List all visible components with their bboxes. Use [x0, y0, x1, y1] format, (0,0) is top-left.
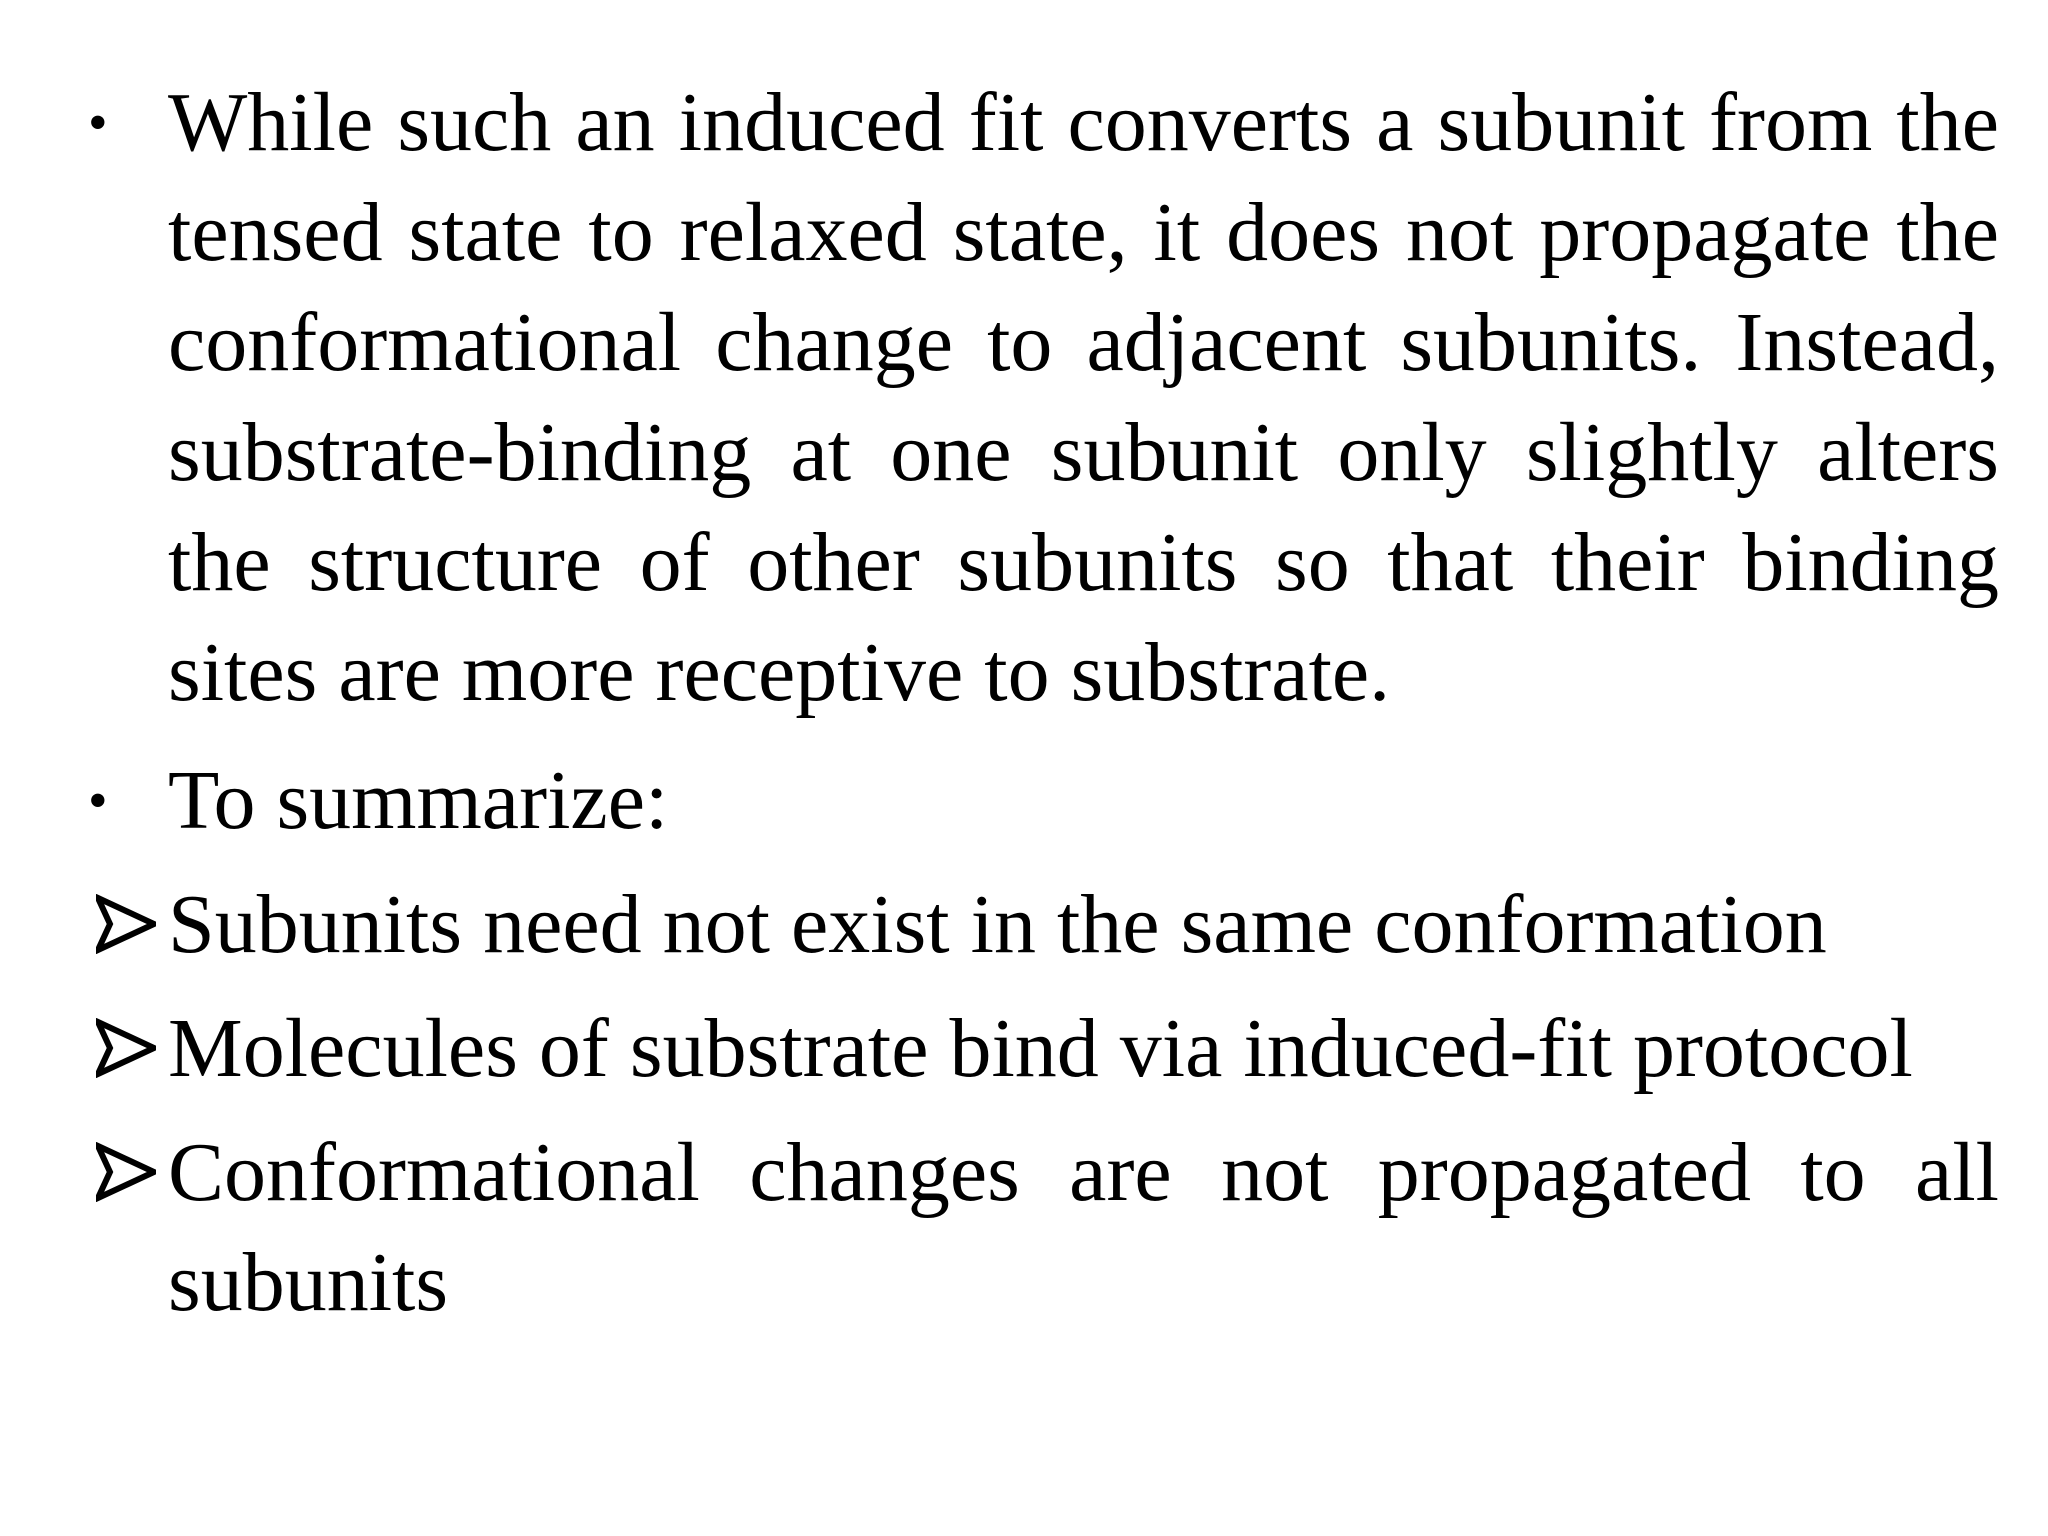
round-bullet-icon: •: [88, 770, 108, 832]
bullet-text: While such an induced fit converts a subunit from the tensed state to relaxed state, it does not propagate the conformational change to adjacent subunits. Instead, substrate-binding at one subunit only slightly alters the structure of other subunits so that their binding sites are more receptive to substrate.: [168, 76, 1999, 719]
bullet-text: To summarize:: [168, 754, 669, 847]
arrow-item-text: Conformational changes are not propagated to all subunits: [168, 1126, 1999, 1329]
arrowhead-bullet-icon: [96, 894, 156, 954]
bullet-item-summarize: [0, 746, 1999, 856]
bullet-item-induced-fit: [0, 68, 1999, 728]
round-bullet-icon: •: [88, 92, 108, 154]
arrow-item-text: Molecules of substrate bind via induced-fit protocol: [168, 1002, 1913, 1095]
arrow-item-conformation: [0, 870, 1999, 980]
arrow-item-not-propagated: [0, 1118, 1999, 1338]
arrow-item-text: Subunits need not exist in the same conformation: [168, 878, 1827, 971]
arrowhead-bullet-icon: [96, 1018, 156, 1078]
arrowhead-bullet-icon: [96, 1142, 156, 1202]
arrow-item-induced-fit-protocol: [0, 994, 1999, 1104]
